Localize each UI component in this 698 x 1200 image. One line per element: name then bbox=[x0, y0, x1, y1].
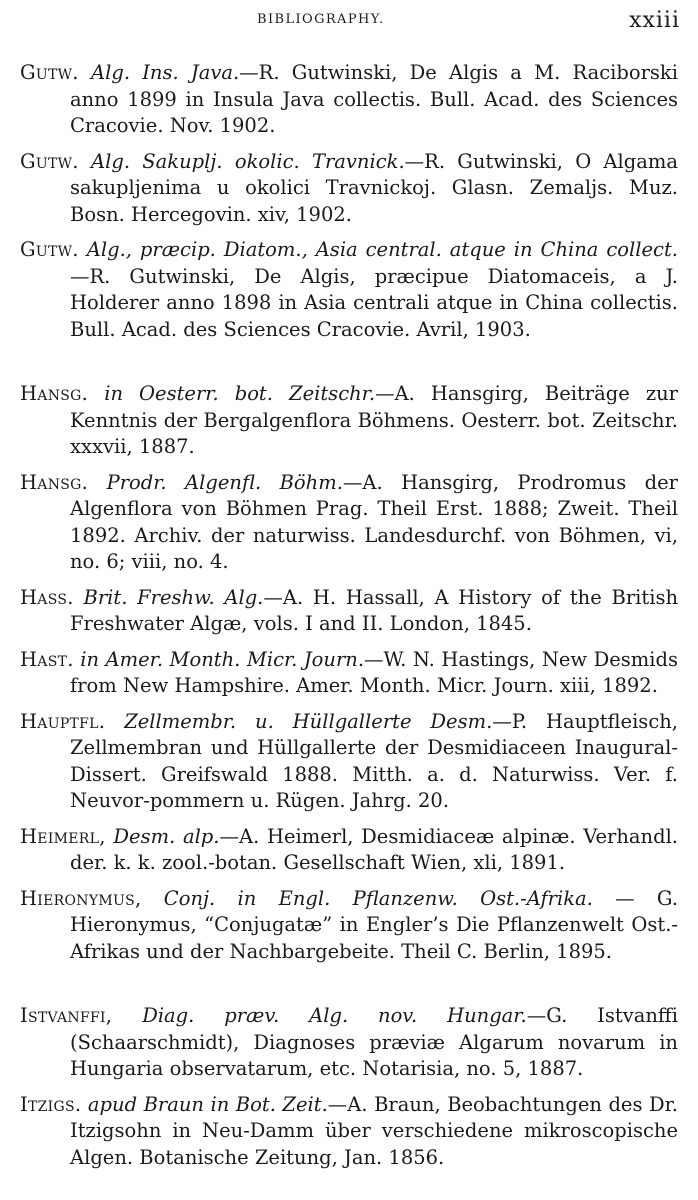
entry-author-abbr: Hansg. bbox=[20, 382, 89, 405]
entry-citation: — G. Hieronymus, “Conjugatæ” in Engler’s Die Pflanzenwelt Ost.-Afrikas und der Nachbargebeite. Theil C. Berlin, 1895. bbox=[70, 886, 678, 963]
entry-citation: —A. Heimerl, Desmidiaceæ alpinæ. Verhandl. der. k. k. zool.-botan. Gesellschaft Wien, xli, 1891. bbox=[70, 824, 679, 874]
entry-citation: —R. Gutwinski, O Algama sakupljenima u okolici Travnickoj. Glasn. Zemaljs. Muz. Bosn. Hercegovin. xiv, 1902. bbox=[70, 149, 678, 226]
entry-citation: —R. Gutwinski, De Algis, præcipue Diatomaceis, a J. Holderer anno 1898 in Asia centrali atque in China collectis. Bull. Acad. des Sciences Cracovie. Avril, 1903. bbox=[70, 264, 678, 341]
entry-short-title: in Oesterr. bot. Zeitschr. bbox=[104, 382, 376, 405]
bibliography-entry bbox=[20, 149, 678, 229]
entry-author-abbr: Istvanffi, bbox=[20, 1004, 113, 1027]
entry-citation: —A. H. Hassall, A History of the British Freshwater Algæ, vols. I and II. London, 1845. bbox=[70, 585, 679, 635]
entry-author-abbr: Hauptfl. bbox=[20, 709, 106, 733]
entry-author-abbr: Gutw. bbox=[20, 238, 79, 261]
running-title: BIBLIOGRAPHY. bbox=[257, 12, 385, 27]
page-number: xxiii bbox=[629, 8, 680, 33]
bibliography-entry bbox=[20, 1003, 678, 1083]
bibliography-entry bbox=[20, 470, 678, 576]
entry-citation: —P. Hauptfleisch, Zellmembran und Hüllgallerte der Desmidiaceen Inaugural-Dissert. Greifswald 1888. Mitth. a. d. Naturwiss. Ver. f. Neuvor-pommern u. Rügen. Jahrg. 20. bbox=[70, 709, 678, 812]
bibliography-entry bbox=[20, 1092, 678, 1172]
entry-citation: —W. N. Hastings, New Desmids from New Hampshire. Amer. Month. Micr. Journ. xiii, 1892. bbox=[70, 647, 678, 697]
entry-short-title: Diag. præv. Alg. nov. Hungar. bbox=[142, 1004, 527, 1027]
entry-short-title: apud Braun in Bot. Zeit. bbox=[87, 1092, 328, 1116]
entry-short-title: Conj. in Engl. Pflanzenw. Ost.-Afrika. bbox=[163, 886, 593, 910]
entry-author-abbr: Hass. bbox=[20, 585, 74, 609]
entry-citation: —G. Istvanffi (Schaarschmidt), Diagnoses præviæ Algarum novarum in Hungaria observatarum, etc. Notarisia, no. 5, 1887. bbox=[70, 1004, 678, 1080]
page-header bbox=[0, 8, 698, 38]
entry-short-title: Prodr. Algenfl. Böhm. bbox=[106, 470, 343, 494]
entry-citation: —A. Braun, Beobachtungen des Dr. Itzigsohn in Neu-Damm über verschiedene mikroscopische Algen. Botanische Zeitung, Jan. 1856. bbox=[70, 1092, 678, 1169]
entry-short-title: Desm. alp. bbox=[113, 824, 220, 848]
entry-short-title: Alg. Sakuplj. okolic. Travnick. bbox=[91, 149, 405, 173]
bibliography-entry bbox=[20, 381, 678, 461]
bibliography-entry bbox=[20, 585, 678, 638]
entry-author-abbr: Hansg. bbox=[20, 470, 89, 494]
entry-short-title: in Amer. Month. Micr. Journ. bbox=[80, 647, 365, 671]
entry-author-abbr: Hieronymus, bbox=[20, 886, 142, 910]
entry-author-abbr: Hast. bbox=[20, 647, 74, 671]
bibliography-entry bbox=[20, 237, 678, 343]
entry-author-abbr: Itzigs. bbox=[20, 1092, 82, 1116]
entry-short-title: Alg. Ins. Java. bbox=[91, 61, 240, 84]
entry-author-abbr: Heimerl, bbox=[20, 824, 106, 848]
bibliography-entry bbox=[20, 886, 678, 966]
entry-citation: —A. Hansgirg, Beiträge zur Kenntnis der Bergalgenflora Böhmens. Oesterr. bot. Zeitschr. xxxvii, 1887. bbox=[70, 382, 678, 458]
bibliography-list bbox=[20, 60, 678, 1180]
bibliography-entry bbox=[20, 60, 678, 140]
entry-author-abbr: Gutw. bbox=[20, 149, 79, 173]
entry-short-title: Zellmembr. u. Hüllgallerte Desm. bbox=[124, 709, 493, 733]
entry-citation: —A. Hansgirg, Prodromus der Algenflora von Böhmen Prag. Theil Erst. 1888; Zweit. Theil 1892. Archiv. der naturwiss. Landesdurchf. von Böhmen, vi, no. 6; viii, no. 4. bbox=[70, 470, 678, 573]
bibliography-entry bbox=[20, 647, 678, 700]
bibliography-entry bbox=[20, 709, 678, 815]
entry-author-abbr: Gutw. bbox=[20, 61, 79, 84]
entry-short-title: Alg., præcip. Diatom., Asia central. atque in China collect. bbox=[86, 238, 679, 261]
entry-short-title: Brit. Freshw. Alg. bbox=[83, 585, 264, 609]
entry-citation: —R. Gutwinski, De Algis a M. Raciborski anno 1899 in Insula Java collectis. Bull. Acad. des Sciences Cracovie. Nov. 1902. bbox=[70, 61, 678, 137]
bibliography-entry bbox=[20, 824, 678, 877]
